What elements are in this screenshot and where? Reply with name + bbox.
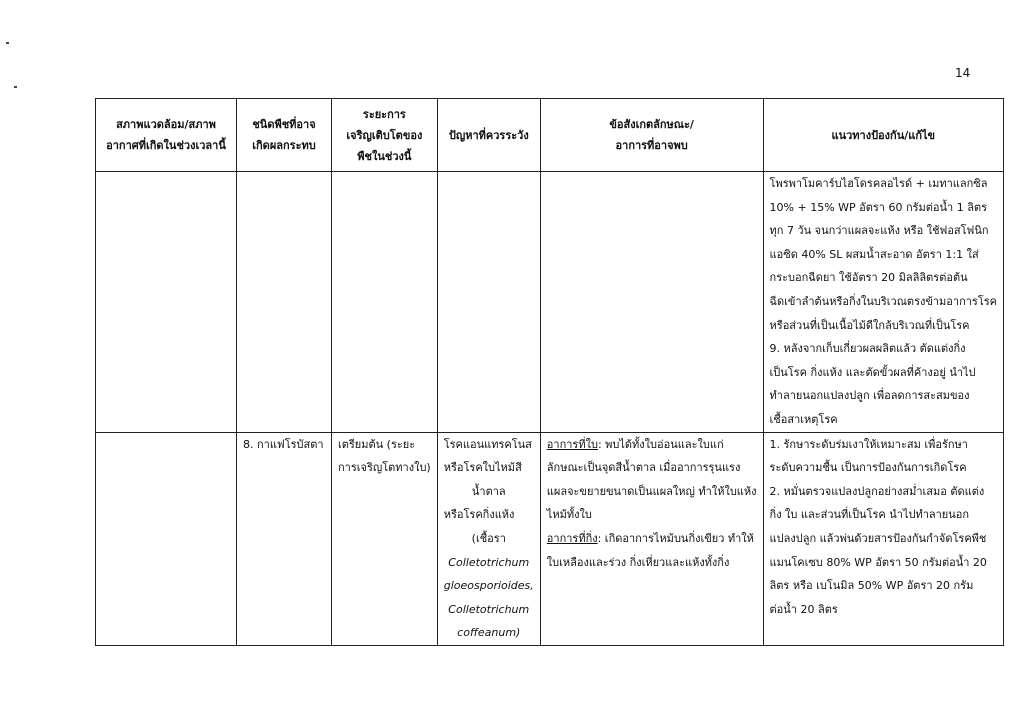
leaf-symptom-line: อาการที่ใบ: พบได้ทั้งใบอ่อนและใบแก่ — [546, 437, 724, 451]
environment-cell — [96, 172, 237, 433]
problem-cell: โรคแอนแทรคโนส หรือโรคใบไหม้สี น้ำตาล หรือโรคกิ่งแห้ง (เชื้อรา Colletotrichum gloeosporioides, Colletotrichum coffeanum) — [437, 432, 540, 645]
crop-cell: 8. กาแฟโรบัสตา — [237, 432, 332, 645]
environment-cell — [96, 432, 237, 645]
table-row — [96, 432, 1004, 645]
header-environment: สภาพแวดล้อม/สภาพ อากาศที่เกิดในช่วงเวลานี้ — [96, 99, 237, 172]
guidance-cell: โพรพาโมคาร์บไฮโดรคลอไรด์ + เมทาแลกซิล 10% + 15% WP อัตรา 60 กรัมต่อน้ำ 1 ลิตร ทุก 7 วัน จนกว่าแผลจะแห้ง หรือ ใช้ฟอสโฟนิก แอซิด 40% SL ผสมน้ำสะอาด อัตรา 1:1 ใส่ กระบอกฉีดยา ใช้อัตรา 20 มิลลิลิตรต่อต้น ฉีดเข้าลำต้นหรือกิ่งในบริเวณตรงข้ามอาการโรค หรือส่วนที่เป็นเนื้อไม้ดีใกล้บริเวณที่เป็นโรค 9. หลังจากเก็บเกี่ยวผลผลิตแล้ว ตัดแต่งกิ่ง เป็นโรค กิ่งแห้ง และตัดขั้วผลที่ค้างอยู่ นำไป ทำลายนอกแปลงปลูก เพื่อลดการสะสมของ เชื้อสาเหตุโรค — [763, 172, 1003, 433]
symptoms-cell: อาการที่ใบ: พบได้ทั้งใบอ่อนและใบแก่ ลักษณะเป็นจุดสีน้ำตาล เมื่ออาการรุนแรง แผลจะขยายขนาดเป็นแผลใหญ่ ทำให้ใบแห้ง ไหม้ทั้งใบ อาการที่กิ่ง: เกิดอาการไหม้บนกิ่งเขียว ทำให้ ใบเหลืองและร่วง กิ่งเหี่ยวและแห้งทั้งกิ่ง — [540, 432, 763, 645]
advisory-table — [95, 98, 1004, 646]
branch-symptom-label: อาการที่กิ่ง — [546, 531, 598, 545]
guidance-cell: 1. รักษาระดับร่มเงาให้เหมาะสม เพื่อรักษา ระดับความชื้น เป็นการป้องกันการเกิดโรค 2. หมั่นตรวจแปลงปลูกอย่างสม่ำเสมอ ตัดแต่ง กิ่ง ใบ และส่วนที่เป็นโรค นำไปทำลายนอก แปลงปลูก แล้วพ่นด้วยสารป้องกันกำจัดโรคพืช แมนโคเซบ 80% WP อัตรา 50 กรัมต่อน้ำ 20 ลิตร หรือ เบโนมิล 50% WP อัตรา 20 กรัม ต่อน้ำ 20 ลิตร — [763, 432, 1003, 645]
header-guidance: แนวทางป้องกัน/แก้ไข — [763, 99, 1003, 172]
header-row — [96, 99, 1004, 172]
leaf-symptom-label: อาการที่ใบ — [546, 437, 598, 451]
growth-stage-cell: เตรียมต้น (ระยะ การเจริญโตทางใบ) — [332, 432, 438, 645]
header-problem: ปัญหาที่ควรระวัง — [437, 99, 540, 172]
symptoms-cell — [540, 172, 763, 433]
header-symptoms: ข้อสังเกตลักษณะ/ อาการที่อาจพบ — [540, 99, 763, 172]
branch-symptom-line: อาการที่กิ่ง: เกิดอาการไหม้บนกิ่งเขียว ทำให้ — [546, 531, 754, 545]
scan-mark — [6, 42, 9, 44]
header-crop: ชนิดพืชที่อาจ เกิดผลกระทบ — [237, 99, 332, 172]
growth-stage-cell — [332, 172, 438, 433]
problem-cell — [437, 172, 540, 433]
scan-mark — [14, 86, 17, 88]
page-number: 14 — [955, 66, 971, 80]
header-growth-stage: ระยะการ เจริญเติบโตของ พืชในช่วงนี้ — [332, 99, 438, 172]
crop-cell — [237, 172, 332, 433]
table-row — [96, 172, 1004, 433]
